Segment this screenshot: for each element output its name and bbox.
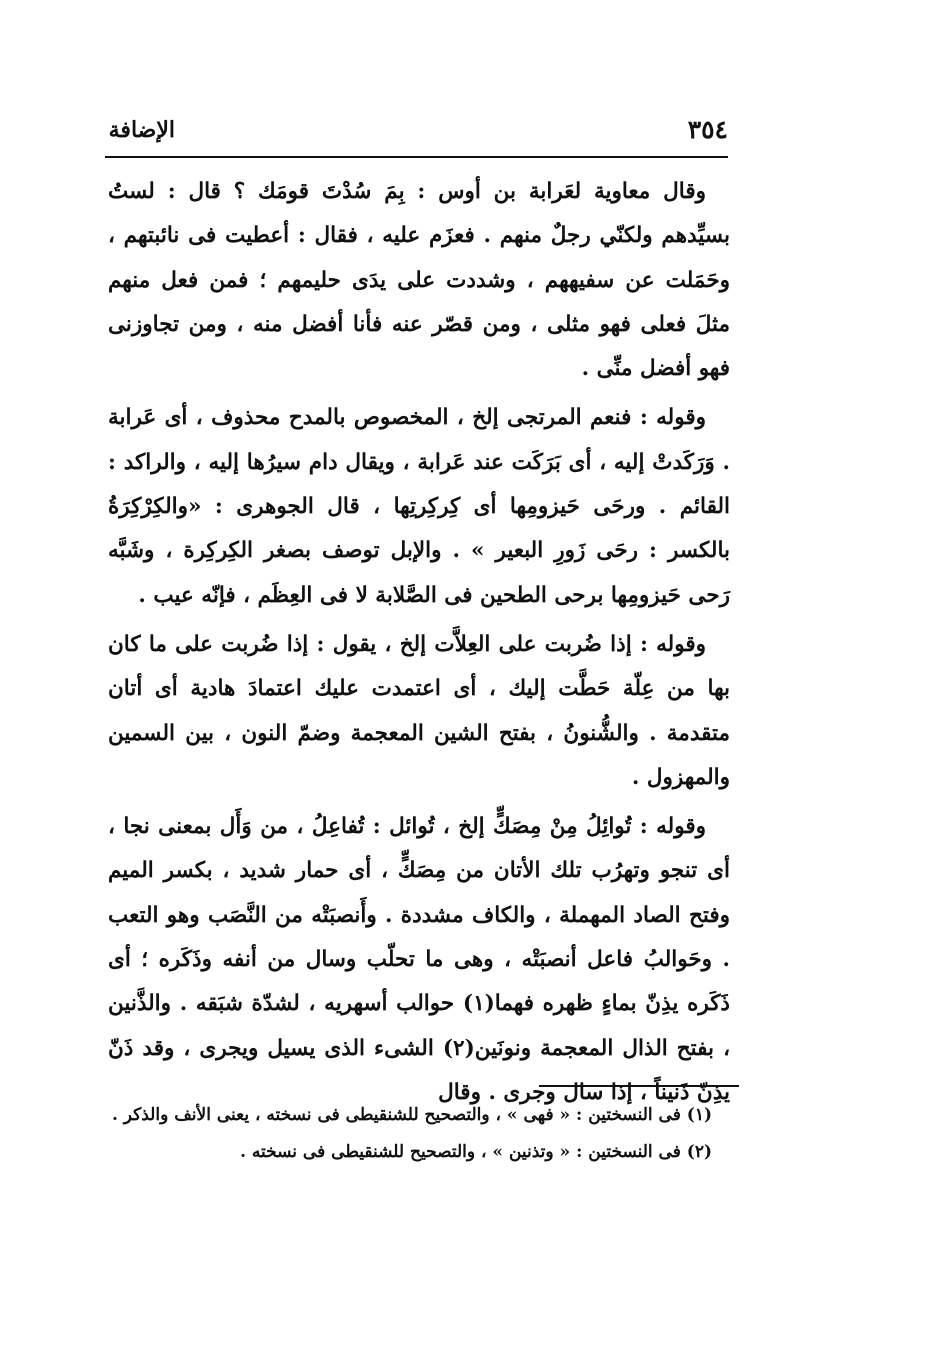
main-text	[108, 170, 730, 1120]
footnotes	[110, 1101, 730, 1175]
footnote-2: (٢) فى النسختين : « وتذنين » ، والتصحيح للشنقيطى فى نسخته .	[240, 1142, 712, 1162]
footnote-1: (١) فى النسختين : « فهى » ، والتصحيح للشنقيطى فى نسخته ، يعنى الأنف والذكر .	[111, 1105, 712, 1125]
header-divider	[105, 156, 728, 158]
paragraph-muawiya-quote: وقال معاوية لعَرابة بن أوس : بِمَ سُدْتَ قومَك ؟ قال : لستُ بسيِّدهم ولكنّي رجلٌ منهم . فعزَم عليه ، فقال : أعطيت فى نائبتهم ، وحَمَلت عن سفيههم ، وشددت على يدَى حليمهم ؛ فمن فعل منهم مثلَ فعلى فهو مثلى ، ومن قصّر عنه فأنا أفضل منه ، ومن تجاوزنى فهو أفضل منِّى .	[108, 179, 730, 382]
page-number: ٣٥٤	[687, 115, 728, 144]
paragraph-nima-al-murtaja: وقوله : فنعم المرتجى إلخ ، المخصوص بالمدح محذوف ، أى عَرابة . وَرَكَدتْ إليه ، أى بَرَكَت عند عَرابة ، ويقال دام سيرُها إليه ، والراكد : القائم . ورحَى حَيزومِها أى كِركِرتِها ، قال الجوهرى : «والكِرْكِرَةُ بالكسر : رحَى زَورِ البعير » . والإبل توصف بصغر الكِركِرة ، وشَبَّه رَحى حَيزومِها برحى الطحين فى الصَّلابة لا فى العِظَم ، فإنّه عيب .	[108, 405, 730, 608]
page-header	[105, 115, 728, 155]
footnote-divider	[539, 1085, 739, 1087]
running-title: الإضافة	[108, 117, 175, 143]
paragraph-idha-duribat: وقوله : إذا ضُربت على العِلاَّت إلخ ، يقول : إذا ضُربت على ما كان بها من عِلّة حَطَّت إليك ، أى اعتمدت عليك اعتمادَ هادية أى أتان متقدمة . والشُّنونُ ، بفتح الشين المعجمة وضمّ النون ، بين السمين والمهزول .	[108, 631, 730, 790]
paragraph-tuwail: وقوله : تُوائِلُ مِنْ مِصَكٍّ إلخ ، تُوائل : تُفاعِلُ ، من وَأَل بمعنى نجا ، أى تنجو وتهرُب تلك الأتان من مِصَكٍّ ، أى حمار شديد ، بكسر الميم وفتح الصاد المهملة ، والكاف مشددة . وأَنصبَتْه من النَّصَب وهو التعب . وحَوالبُ فاعل أنصبَتْه ، وهى ما تحلّب وسال من أنفه وذَكَره ؛ أى ذَكَره يذِنّ بماءٍ ظهره فهما(١) حوالب أسهريه ، لشدّة شبَقه . والذَّنين ، بفتح الذال المعجمة ونونَين(٢) الشىء الذى يسيل ويجرى ، وقد ذَنّ يذِنّ ذَنيناً ، إذا سال وجرى . وقال	[108, 814, 731, 1105]
